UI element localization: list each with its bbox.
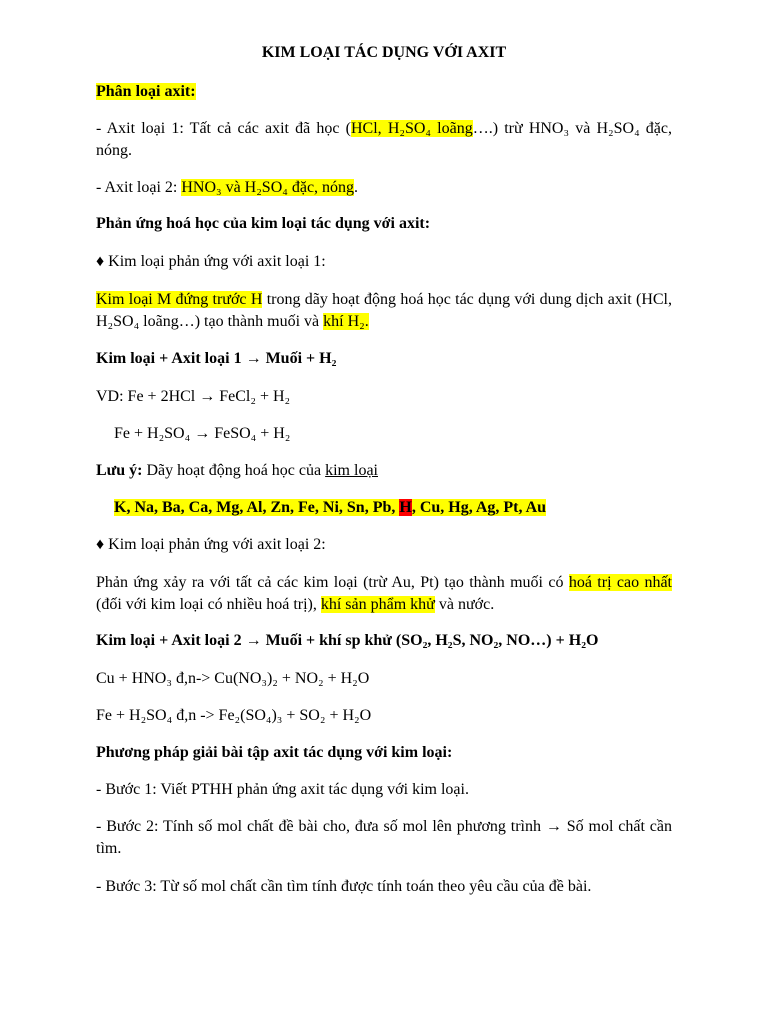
paragraph-type-1-highlight-gas: khí H₂.	[323, 313, 369, 330]
acid-type-2-text: - Axit loại 2:	[96, 179, 182, 196]
page-title: KIM LOẠI TÁC DỤNG VỚI AXIT	[261, 44, 507, 61]
activity-series-hydrogen: H	[399, 499, 412, 516]
activity-series	[114, 497, 690, 519]
heading-method: Phương pháp giải bài tập axit tác dụng với kim loại:	[96, 744, 453, 761]
paragraph-type-1-text: trong dãy hoạt động hoá học tác dụng với dung dịch axit (HCl, H₂SO₄ loãng…) tạo thành muối và	[96, 291, 673, 330]
equation-type-2: Kim loại + Axit loại 2 → Muối + khí sp khử (SO₂, H₂S, NO₂, NO…) + H₂O	[96, 632, 599, 649]
paragraph-type-2-text-mid: (đối với kim loại có nhiều hoá trị),	[96, 596, 321, 613]
step-3: - Bước 3: Từ số mol chất cần tìm tính được tính toán theo yêu cầu của đề bài.	[96, 878, 592, 895]
paragraph-type-2-highlight-gas: khí sản phẩm khử	[320, 596, 435, 613]
bullet-type-2: ♦ Kim loại phản ứng với axit loại 2:	[96, 536, 326, 553]
note-underlined: kim loại	[325, 462, 378, 479]
acid-type-1-text: - Axit loại 1: Tất cả các axit đã học (	[96, 120, 351, 137]
note	[96, 460, 672, 482]
paragraph-type-2-highlight-valence: hoá trị cao nhất	[568, 574, 672, 591]
note-text: Dãy hoạt động hoá học của	[142, 462, 326, 479]
acid-type-2-highlight: HNO₃ và H₂SO₄ đặc, nóng	[181, 179, 355, 196]
activity-series-before: K, Na, Ba, Ca, Mg, Al, Zn, Fe, Ni, Sn, Pb,	[114, 499, 400, 516]
paragraph-type-1-highlight: Kim loại M đứng trước H	[96, 291, 263, 308]
step-1: - Bước 1: Viết PTHH phản ứng axit tác dụng với kim loại.	[96, 781, 469, 798]
heading-classify	[96, 81, 672, 103]
equation-type-1: Kim loại + Axit loại 1 → Muối + H₂	[96, 350, 337, 367]
acid-type-2-period: .	[354, 179, 359, 196]
step-2: - Bước 2: Tính số mol chất đề bài cho, đưa số mol lên phương trình → Số mol chất cần tìm.	[96, 818, 672, 857]
paragraph-type-1	[96, 289, 672, 333]
acid-type-1-text-end: ….) trừ HNO₃ và H₂SO₄ đặc, nóng.	[96, 120, 673, 159]
acid-type-2	[96, 177, 672, 199]
example-4: Fe + H₂SO₄ đ,n -> Fe₂(SO₄)₃ + SO₂ + H₂O	[96, 707, 372, 724]
note-label: Lưu ý:	[96, 462, 143, 479]
heading-reaction: Phản ứng hoá học của kim loại tác dụng với axit:	[96, 215, 431, 232]
example-1: VD: Fe + 2HCl → FeCl₂ + H₂	[96, 388, 291, 405]
activity-series-after: , Cu, Hg, Ag, Pt, Au	[411, 499, 547, 516]
bullet-type-1: ♦ Kim loại phản ứng với axit loại 1:	[96, 253, 326, 270]
example-2: Fe + H₂SO₄ → FeSO₄ + H₂	[114, 425, 291, 442]
paragraph-type-2-text-end: và nước.	[434, 596, 495, 613]
example-3: Cu + HNO₃ đ,n-> Cu(NO₃)₂ + NO₂ + H₂O	[96, 670, 370, 687]
paragraph-type-2	[96, 572, 672, 616]
paragraph-type-2-text: Phản ứng xảy ra với tất cả các kim loại (trừ Au, Pt) tạo thành muối có	[96, 574, 569, 591]
acid-type-1-highlight: HCl, H₂SO₄ loãng	[351, 120, 473, 137]
heading-classify-text: Phân loại axit:	[96, 83, 196, 100]
acid-type-1	[96, 118, 672, 162]
